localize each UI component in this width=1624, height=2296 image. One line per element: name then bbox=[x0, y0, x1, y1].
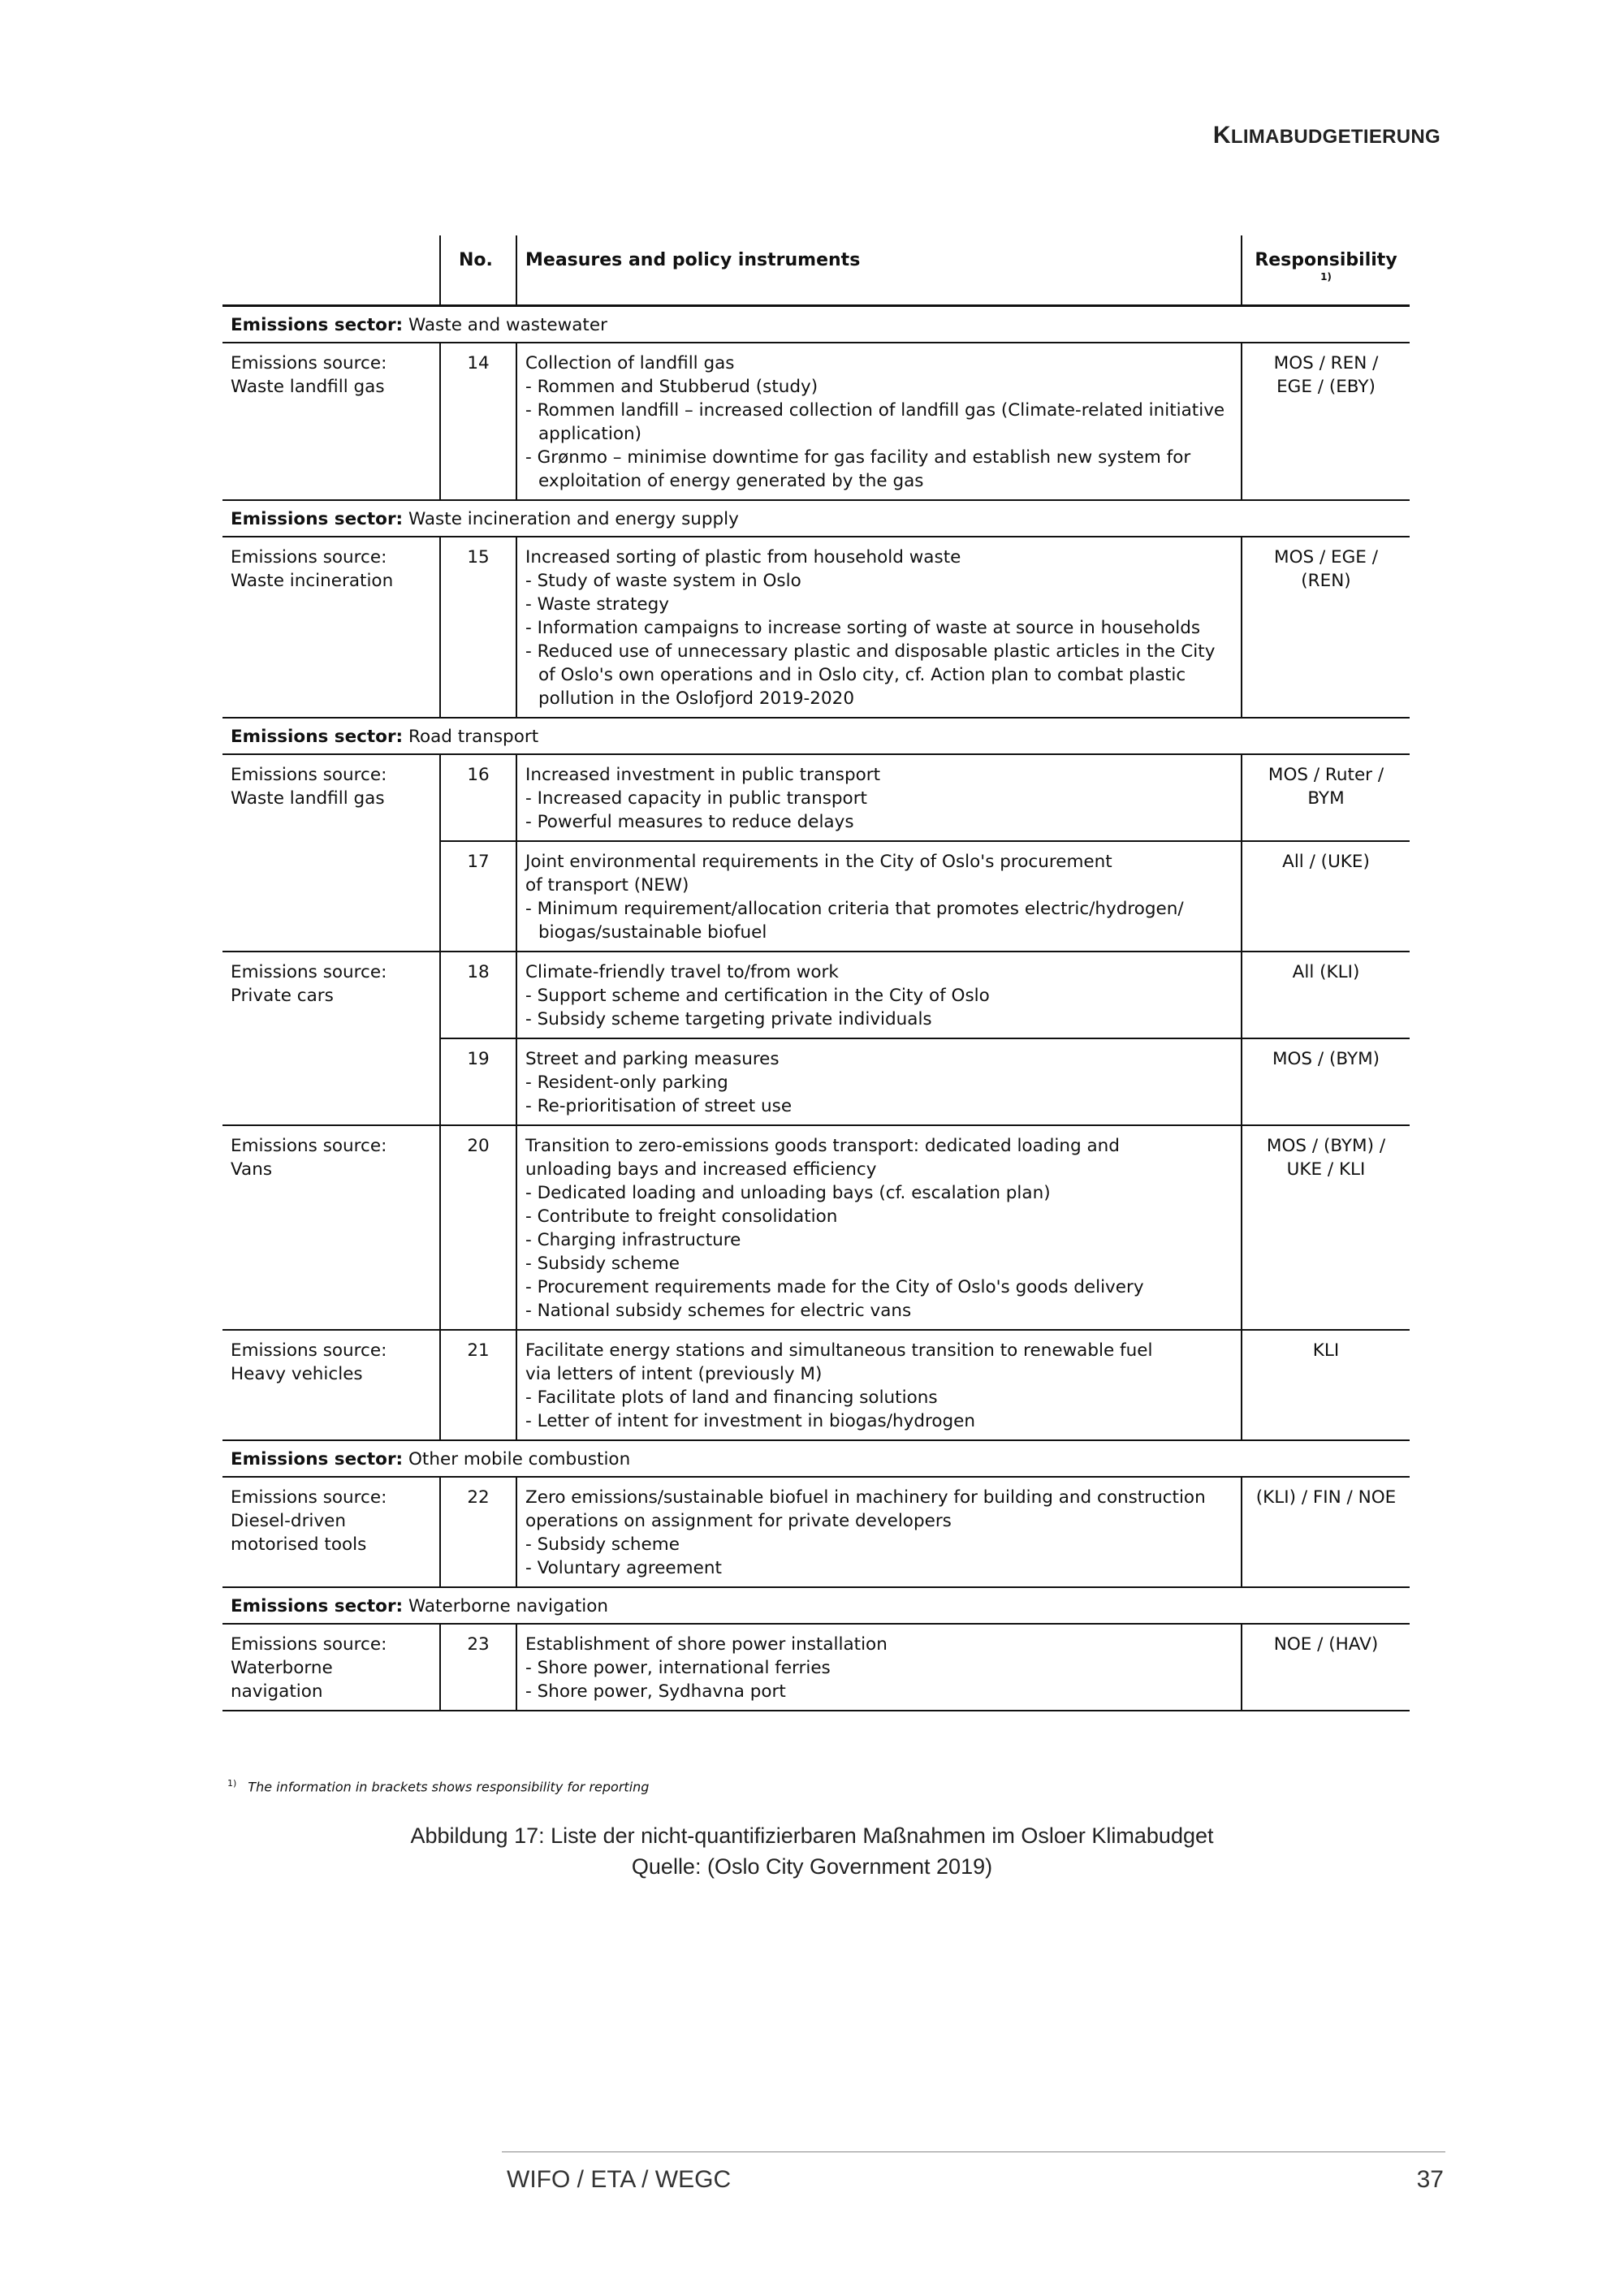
source-line: Vans bbox=[231, 1159, 273, 1180]
measure-item: - Rommen landfill – increased collection of landfill gas (Climate-related initiative application) bbox=[525, 399, 1233, 446]
sector-cell bbox=[222, 1440, 1410, 1477]
measure-item: - Re-prioritisation of street use bbox=[525, 1094, 1233, 1118]
source-line: navigation bbox=[231, 1681, 323, 1702]
source-line: Waste landfill gas bbox=[231, 788, 385, 809]
responsibility-line: (REN) bbox=[1301, 570, 1351, 591]
table-row bbox=[222, 343, 1410, 500]
sector-label: Emissions sector: bbox=[231, 508, 404, 529]
measure-number: 16 bbox=[440, 754, 516, 841]
measure-title: Joint environmental requirements in the City of Oslo's procurement bbox=[525, 851, 1112, 872]
measure-number: 18 bbox=[440, 952, 516, 1038]
responsibility-line: KLI bbox=[1312, 1340, 1340, 1361]
responsibility-cell bbox=[1242, 1624, 1410, 1711]
source-line: Emissions source: bbox=[231, 1135, 387, 1156]
measure-number: 14 bbox=[440, 343, 516, 500]
measures-table-wrap bbox=[222, 235, 1410, 1711]
measure-item: - Subsidy scheme bbox=[525, 1533, 1233, 1556]
footer-institutions: WIFO / ETA / WEGC bbox=[507, 2166, 732, 2193]
table-row bbox=[222, 537, 1410, 718]
measure-description bbox=[516, 1038, 1242, 1125]
responsibility-cell bbox=[1242, 1038, 1410, 1125]
measure-item: - Resident-only parking bbox=[525, 1071, 1233, 1094]
sector-row bbox=[222, 500, 1410, 537]
measure-description bbox=[516, 754, 1242, 841]
measure-description bbox=[516, 1477, 1242, 1587]
sector-row bbox=[222, 305, 1410, 343]
measure-item: - Study of waste system in Oslo bbox=[525, 569, 1233, 593]
measure-description bbox=[516, 343, 1242, 500]
responsibility-cell bbox=[1242, 343, 1410, 500]
responsibility-label: Responsibility bbox=[1255, 250, 1397, 270]
source-line: Emissions source: bbox=[231, 1340, 387, 1361]
emissions-source-cell bbox=[222, 343, 440, 500]
emissions-source-cell bbox=[222, 1125, 440, 1330]
source-line: Emissions source: bbox=[231, 352, 387, 373]
sector-label: Emissions sector: bbox=[231, 726, 404, 747]
footnote-mark: 1) bbox=[227, 1778, 237, 1789]
sector-name: Other mobile combustion bbox=[408, 1448, 631, 1470]
emissions-source-cell bbox=[222, 1330, 440, 1440]
column-header-no: No. bbox=[440, 235, 516, 305]
source-line: Waterborne bbox=[231, 1657, 333, 1678]
measure-title: Facilitate energy stations and simultaneous transition to renewable fuel bbox=[525, 1340, 1153, 1361]
measure-number: 22 bbox=[440, 1477, 516, 1587]
measure-description bbox=[516, 841, 1242, 952]
sector-cell bbox=[222, 718, 1410, 754]
measure-number: 23 bbox=[440, 1624, 516, 1711]
table-row bbox=[222, 952, 1410, 1038]
table-row bbox=[222, 754, 1410, 841]
measure-item: - Subsidy scheme bbox=[525, 1252, 1233, 1275]
responsibility-footnote-mark: 1) bbox=[1320, 271, 1332, 283]
measure-title: Establishment of shore power installation bbox=[525, 1634, 888, 1655]
header-blank-cell bbox=[222, 235, 440, 305]
measure-description bbox=[516, 1330, 1242, 1440]
footnote-text: The information in brackets shows responsibility for reporting bbox=[248, 1779, 650, 1795]
responsibility-cell bbox=[1242, 1125, 1410, 1330]
header-initial: K bbox=[1212, 122, 1231, 149]
table-row bbox=[222, 841, 1410, 952]
responsibility-line: NOE / (HAV) bbox=[1273, 1634, 1379, 1655]
measure-title: unloading bays and increased efficiency bbox=[525, 1159, 877, 1180]
measure-item: - Minimum requirement/allocation criteria that promotes electric/hydrogen/ biogas/sustainable biofuel bbox=[525, 897, 1233, 944]
sector-cell bbox=[222, 305, 1410, 343]
source-line: Emissions source: bbox=[231, 546, 387, 568]
measure-number: 15 bbox=[440, 537, 516, 718]
page-number: 37 bbox=[1416, 2166, 1444, 2193]
measure-item: - Dedicated loading and unloading bays (cf. escalation plan) bbox=[525, 1181, 1233, 1205]
caption-source: Quelle: (Oslo City Government 2019) bbox=[631, 1854, 993, 1879]
measure-title: Increased sorting of plastic from household waste bbox=[525, 546, 961, 568]
source-line: Waste incineration bbox=[231, 570, 394, 591]
responsibility-cell bbox=[1242, 1330, 1410, 1440]
measure-item: - Reduced use of unnecessary plastic and disposable plastic articles in the City of Oslo's own operations and in Oslo city, cf. Action plan to combat plastic pollution in the Oslofjord 2019-2020 bbox=[525, 640, 1233, 710]
responsibility-line: UKE / KLI bbox=[1286, 1159, 1366, 1180]
measure-item: - Contribute to freight consolidation bbox=[525, 1205, 1233, 1228]
caption-line-1: Abbildung 17: Liste der nicht-quantifizierbaren Maßnahmen im Osloer Klimabudget bbox=[410, 1823, 1214, 1848]
sector-cell bbox=[222, 500, 1410, 537]
responsibility-line: BYM bbox=[1307, 788, 1345, 809]
emissions-source-cell bbox=[222, 1477, 440, 1587]
measure-number: 21 bbox=[440, 1330, 516, 1440]
measure-item: - Procurement requirements made for the City of Oslo's goods delivery bbox=[525, 1275, 1233, 1299]
measure-description bbox=[516, 1125, 1242, 1330]
sector-name: Waste and wastewater bbox=[408, 314, 607, 335]
emissions-source-cell bbox=[222, 1624, 440, 1711]
measure-item: - Charging infrastructure bbox=[525, 1228, 1233, 1252]
responsibility-cell bbox=[1242, 754, 1410, 841]
responsibility-line: EGE / (EBY) bbox=[1276, 376, 1376, 397]
measure-title: Increased investment in public transport bbox=[525, 764, 881, 785]
sector-label: Emissions sector: bbox=[231, 1595, 404, 1616]
measures-table bbox=[222, 235, 1410, 1711]
sector-label: Emissions sector: bbox=[231, 314, 404, 335]
sector-name: Waterborne navigation bbox=[408, 1595, 609, 1616]
source-line: Heavy vehicles bbox=[231, 1363, 363, 1384]
source-line: Emissions source: bbox=[231, 1634, 387, 1655]
source-line: Emissions source: bbox=[231, 961, 387, 982]
measure-title: Transition to zero-emissions goods transport: dedicated loading and bbox=[525, 1135, 1120, 1156]
responsibility-line: MOS / Ruter / bbox=[1268, 764, 1384, 785]
measure-title: Climate-friendly travel to/from work bbox=[525, 961, 839, 982]
source-line: Emissions source: bbox=[231, 764, 387, 785]
source-line: Emissions source: bbox=[231, 1487, 387, 1508]
measure-item: - Grønmo – minimise downtime for gas facility and establish new system for exploitation of energy generated by the gas bbox=[525, 446, 1233, 493]
column-header-measures: Measures and policy instruments bbox=[516, 235, 1242, 305]
sector-name: Road transport bbox=[408, 726, 539, 747]
measure-title: via letters of intent (previously M) bbox=[525, 1363, 823, 1384]
measure-item: - Shore power, Sydhavna port bbox=[525, 1680, 1233, 1703]
column-header-responsibility bbox=[1242, 235, 1410, 305]
measure-title: Zero emissions/sustainable biofuel in machinery for building and construction bbox=[525, 1487, 1206, 1508]
emissions-source-cell bbox=[222, 754, 440, 841]
table-row bbox=[222, 1125, 1410, 1330]
measure-title: operations on assignment for private developers bbox=[525, 1510, 952, 1531]
measure-item: - Letter of intent for investment in biogas/hydrogen bbox=[525, 1409, 1233, 1433]
measure-number: 19 bbox=[440, 1038, 516, 1125]
emissions-source-cell bbox=[222, 952, 440, 1038]
measure-number: 17 bbox=[440, 841, 516, 952]
emissions-source-cell bbox=[222, 1038, 440, 1125]
measure-description bbox=[516, 537, 1242, 718]
responsibility-line: MOS / (BYM) bbox=[1272, 1048, 1380, 1069]
table-row bbox=[222, 1038, 1410, 1125]
measure-item: - Voluntary agreement bbox=[525, 1556, 1233, 1580]
table-header-row bbox=[222, 235, 1410, 305]
table-row bbox=[222, 1624, 1410, 1711]
sector-name: Waste incineration and energy supply bbox=[408, 508, 739, 529]
responsibility-cell bbox=[1242, 537, 1410, 718]
footer-divider bbox=[502, 2151, 1445, 2152]
responsibility-cell bbox=[1242, 841, 1410, 952]
responsibility-line: MOS / EGE / bbox=[1274, 546, 1378, 568]
responsibility-line: MOS / (BYM) / bbox=[1266, 1135, 1386, 1156]
responsibility-line: MOS / REN / bbox=[1273, 352, 1379, 373]
sector-row bbox=[222, 1440, 1410, 1477]
header-rest: LIMABUDGETIERUNG bbox=[1230, 126, 1440, 148]
figure-caption bbox=[0, 1820, 1624, 1882]
measure-item: - Subsidy scheme targeting private individuals bbox=[525, 1008, 1233, 1031]
table-row bbox=[222, 1477, 1410, 1587]
responsibility-line: All (KLI) bbox=[1292, 961, 1360, 982]
emissions-source-cell bbox=[222, 841, 440, 952]
sector-label: Emissions sector: bbox=[231, 1448, 404, 1470]
responsibility-cell bbox=[1242, 952, 1410, 1038]
measure-description bbox=[516, 952, 1242, 1038]
measure-item: - Waste strategy bbox=[525, 593, 1233, 616]
measure-item: - Information campaigns to increase sorting of waste at source in households bbox=[525, 616, 1233, 640]
sector-cell bbox=[222, 1587, 1410, 1624]
table-footnote bbox=[227, 1778, 649, 1794]
responsibility-cell bbox=[1242, 1477, 1410, 1587]
sector-row bbox=[222, 718, 1410, 754]
measure-item: - Rommen and Stubberud (study) bbox=[525, 375, 1233, 399]
measure-item: - Powerful measures to reduce delays bbox=[525, 810, 1233, 834]
responsibility-line: (KLI) / FIN / NOE bbox=[1255, 1487, 1397, 1508]
table-row bbox=[222, 1330, 1410, 1440]
measure-title: Street and parking measures bbox=[525, 1048, 780, 1069]
measure-title: Collection of landfill gas bbox=[525, 352, 735, 373]
responsibility-line: All / (UKE) bbox=[1282, 851, 1370, 872]
source-line: Waste landfill gas bbox=[231, 376, 385, 397]
measure-item: - Facilitate plots of land and financing solutions bbox=[525, 1386, 1233, 1409]
measure-item: - Increased capacity in public transport bbox=[525, 787, 1233, 810]
running-header bbox=[1213, 122, 1440, 149]
emissions-source-cell bbox=[222, 537, 440, 718]
measure-item: - Support scheme and certification in the City of Oslo bbox=[525, 984, 1233, 1008]
source-line: motorised tools bbox=[231, 1534, 367, 1555]
measure-number: 20 bbox=[440, 1125, 516, 1330]
source-line: Private cars bbox=[231, 985, 334, 1006]
sector-row bbox=[222, 1587, 1410, 1624]
measure-description bbox=[516, 1624, 1242, 1711]
measure-item: - Shore power, international ferries bbox=[525, 1656, 1233, 1680]
measure-item: - National subsidy schemes for electric vans bbox=[525, 1299, 1233, 1323]
measure-title: of transport (NEW) bbox=[525, 874, 689, 896]
source-line: Diesel-driven bbox=[231, 1510, 346, 1531]
